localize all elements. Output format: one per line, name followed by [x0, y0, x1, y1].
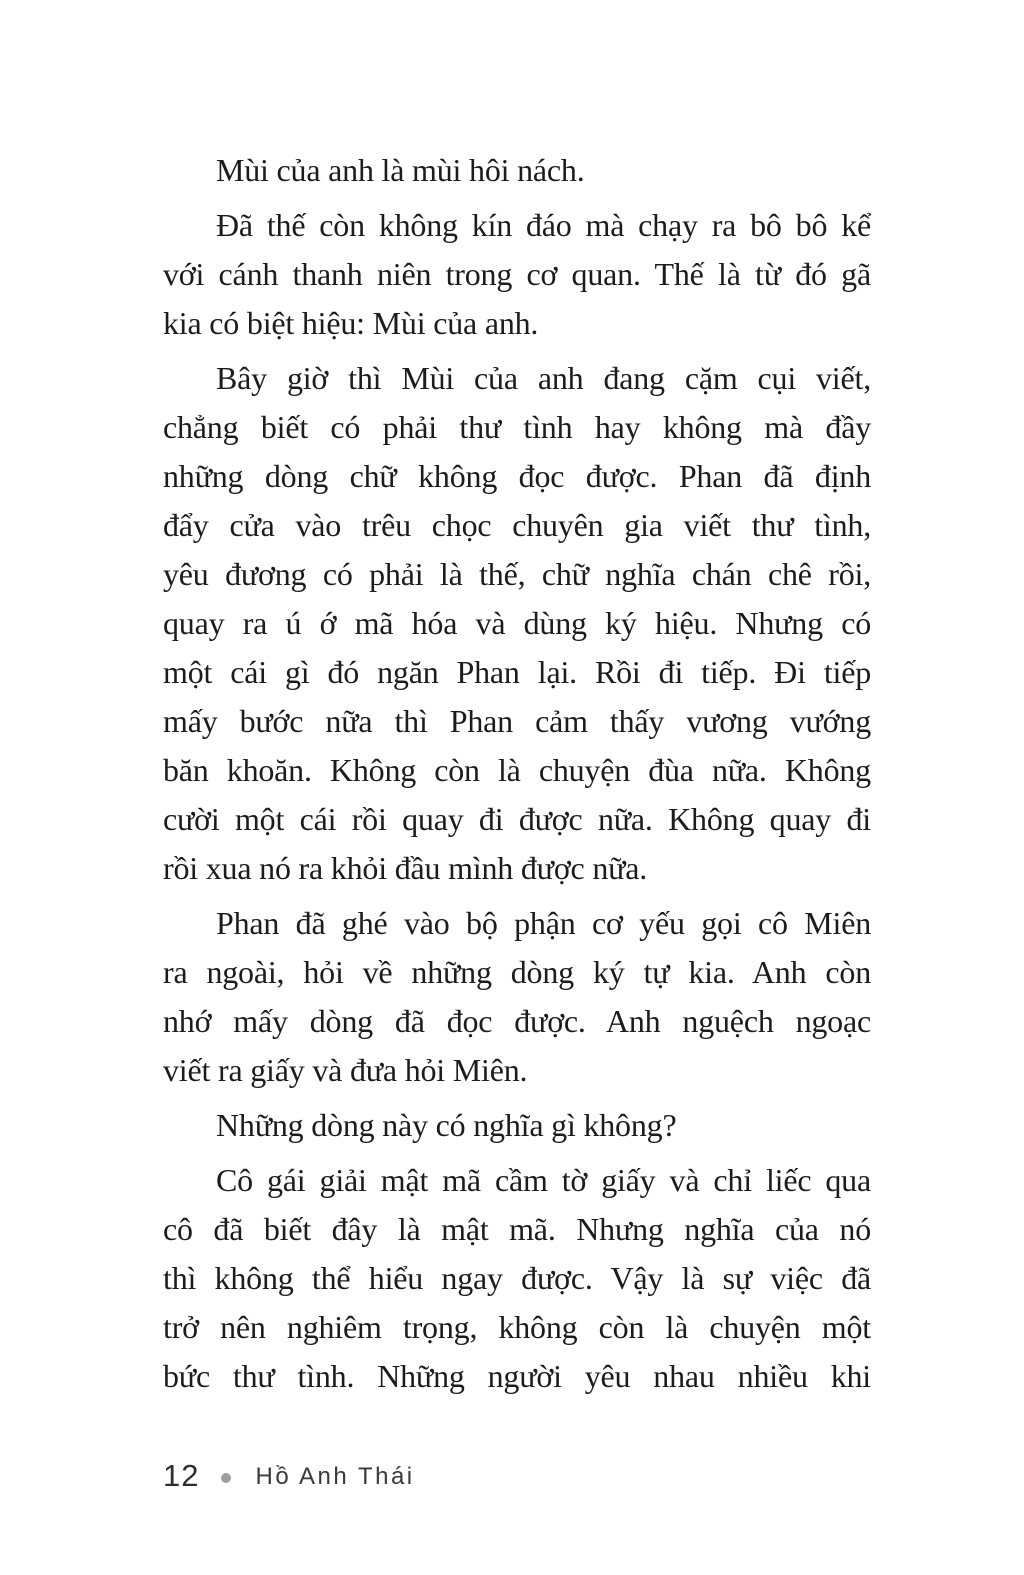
text-line: với cánh thanh niên trong cơ quan. Thế là từ đó gã — [163, 256, 871, 292]
text-line: ra ngoài, hỏi về những dòng ký tự kia. Anh còn — [163, 954, 871, 990]
text-line: một cái gì đó ngăn Phan lại. Rồi đi tiếp. Đi tiếp — [163, 654, 871, 690]
text-line: Phan đã ghé vào bộ phận cơ yếu gọi cô Miên — [216, 905, 871, 941]
text-line: thì không thể hiểu ngay được. Vậy là sự việc đã — [163, 1260, 871, 1296]
paragraph — [163, 1156, 871, 1401]
text-line: bức thư tình. Những người yêu nhau nhiều khi — [163, 1358, 871, 1394]
text-line: yêu đương có phải là thế, chữ nghĩa chán chê rồi, — [163, 556, 871, 592]
text-line: viết ra giấy và đưa hỏi Miên. — [163, 1052, 528, 1088]
paragraph — [163, 201, 871, 348]
text-line: chẳng biết có phải thư tình hay không mà đầy — [163, 409, 871, 445]
text-line: Những dòng này có nghĩa gì không? — [216, 1107, 677, 1143]
text-line: đẩy cửa vào trêu chọc chuyên gia viết thư tình, — [163, 507, 871, 543]
text-line: cười một cái rồi quay đi được nữa. Không quay đi — [163, 801, 871, 837]
text-line: Bây giờ thì Mùi của anh đang cặm cụi viết, — [216, 360, 871, 396]
paragraph — [163, 899, 871, 1095]
author-name: Hồ Anh Thái — [255, 1462, 415, 1490]
paragraph — [163, 146, 871, 195]
text-line: Cô gái giải mật mã cầm tờ giấy và chỉ liếc qua — [216, 1162, 871, 1198]
text-line: rồi xua nó ra khỏi đầu mình được nữa. — [163, 850, 648, 886]
bullet-separator-icon — [221, 1473, 231, 1483]
text-line: trở nên nghiêm trọng, không còn là chuyện một — [163, 1309, 871, 1345]
paragraph — [163, 1101, 871, 1150]
text-line: những dòng chữ không đọc được. Phan đã định — [163, 458, 871, 494]
text-line: kia có biệt hiệu: Mùi của anh. — [163, 305, 539, 341]
text-line: Mùi của anh là mùi hôi nách. — [216, 152, 585, 188]
text-line: mấy bước nữa thì Phan cảm thấy vương vướng — [163, 703, 871, 739]
page-body — [163, 146, 871, 1401]
paragraph — [163, 354, 871, 893]
page-number: 12 — [163, 1458, 200, 1493]
text-line: nhớ mấy dòng đã đọc được. Anh nguệch ngoạc — [163, 1003, 871, 1039]
text-line: cô đã biết đây là mật mã. Nhưng nghĩa của nó — [163, 1211, 871, 1247]
page-footer — [163, 1458, 415, 1494]
text-line: quay ra ú ớ mã hóa và dùng ký hiệu. Nhưng có — [163, 605, 871, 641]
text-line: Đã thế còn không kín đáo mà chạy ra bô bô kể — [216, 207, 871, 243]
text-line: băn khoăn. Không còn là chuyện đùa nữa. Không — [163, 752, 871, 788]
